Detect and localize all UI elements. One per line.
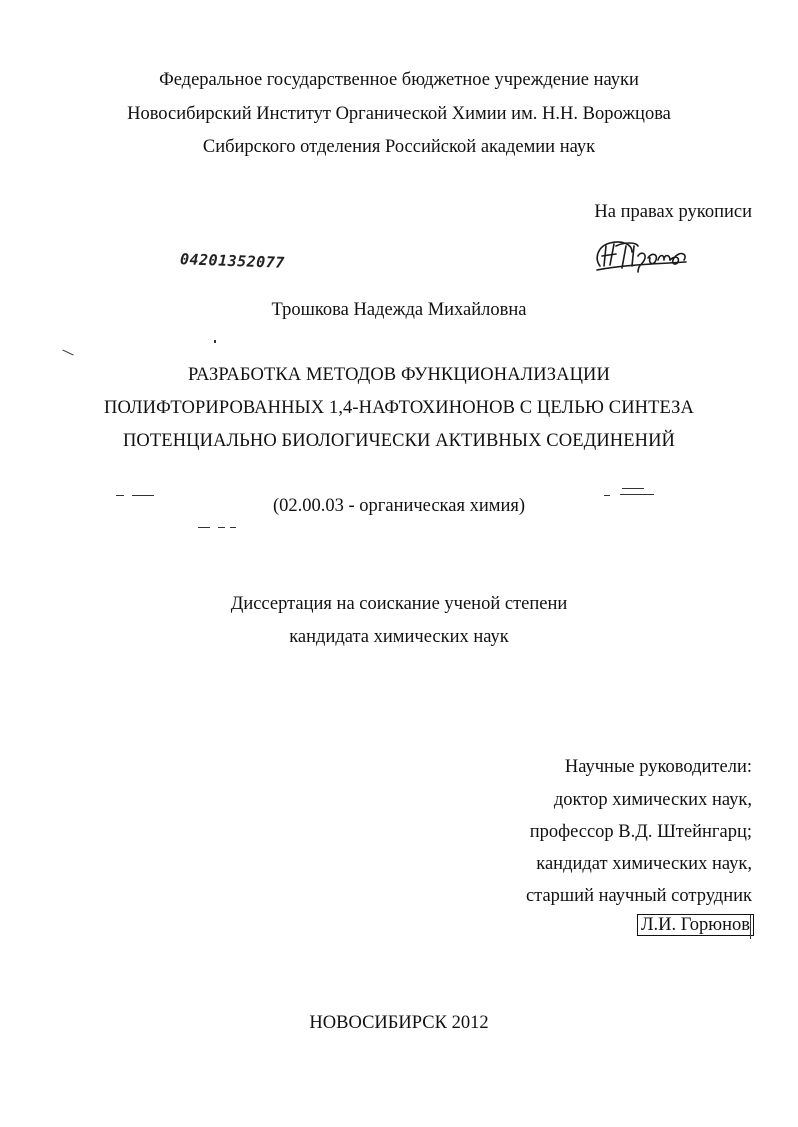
scan-mark [620, 494, 654, 495]
thesis-title-line-2: ПОЛИФТОРИРОВАННЫХ 1,4-НАФТОХИНОНОВ С ЦЕЛЬЮ СИНТЕЗА [104, 398, 694, 418]
thesis-title-line-3: ПОТЕНЦИАЛЬНО БИОЛОГИЧЕСКИ АКТИВНЫХ СОЕДИНЕНИЙ [122, 431, 676, 451]
scan-mark [62, 350, 73, 356]
supervisors-heading: Научные руководители: [564, 757, 752, 777]
degree-line-2: кандидата химических наук [289, 627, 509, 647]
scan-mark [132, 495, 154, 496]
archive-number-stamp: 04201352077 [179, 250, 286, 272]
institution-line-3: Сибирского отделения Российской академии наук [202, 137, 596, 157]
scan-mark [116, 495, 124, 496]
institution-line-1: Федеральное государственное бюджетное учреждение науки [159, 70, 639, 90]
scan-mark [230, 527, 236, 528]
city-year: НОВОСИБИРСК 2012 [309, 1013, 489, 1033]
author-signature-icon [592, 232, 692, 280]
supervisor-line-2: профессор В.Д. Штейнгарц; [529, 822, 752, 842]
degree-line-1: Диссертация на соискание ученой степени [230, 594, 568, 614]
scan-mark [218, 527, 225, 528]
thesis-title-line-1: РАЗРАБОТКА МЕТОДОВ ФУНКЦИОНАЛИЗАЦИИ [188, 365, 610, 385]
manuscript-note: На правах рукописи [594, 202, 752, 222]
supervisor-line-5-boxed [637, 915, 754, 936]
institution-line-2: Новосибирский Институт Органической Химии им. Н.Н. Ворожцова [127, 104, 671, 124]
scan-mark [214, 340, 216, 343]
scan-mark [198, 527, 210, 528]
supervisor-name-box: Л.И. Горюнов [637, 914, 754, 936]
supervisor-line-4: старший научный сотрудник [525, 886, 752, 906]
author-name: Трошкова Надежда Михайловна [271, 300, 527, 320]
supervisor-line-1: доктор химических наук, [553, 790, 752, 810]
scan-mark [750, 915, 751, 939]
scan-mark [604, 495, 610, 496]
specialty-code: (02.00.03 - органическая химия) [272, 496, 526, 516]
scan-mark [622, 488, 644, 489]
supervisor-line-3: кандидат химических наук, [536, 854, 752, 874]
